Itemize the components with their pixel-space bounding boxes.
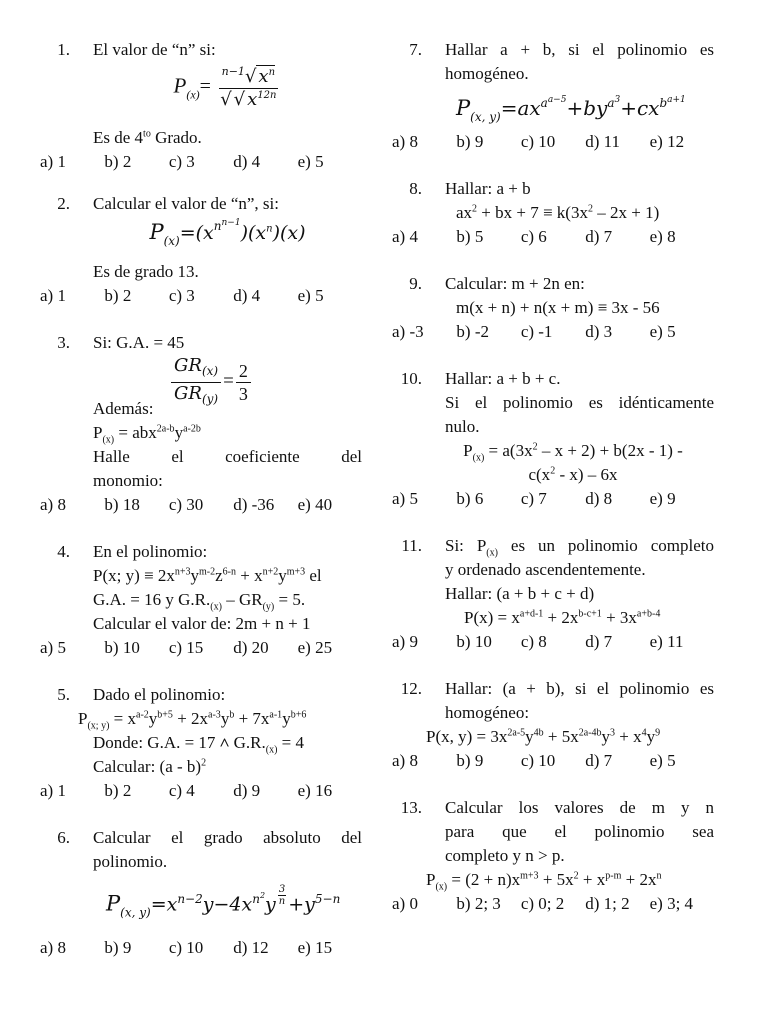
right-column	[392, 38, 714, 939]
answer-options	[40, 936, 362, 960]
option-b[interactable]: b) 6	[456, 489, 484, 508]
option-e[interactable]: e) 40	[297, 495, 333, 514]
statement-line: nulo.	[445, 417, 480, 436]
option-c[interactable]: c) 7	[520, 489, 547, 508]
problem-number: 13.	[400, 798, 422, 817]
problem-number: 3.	[57, 333, 70, 352]
option-d[interactable]: d) 8	[585, 489, 613, 508]
option-d[interactable]: d) 7	[585, 751, 613, 770]
problem-number: 1.	[57, 40, 70, 59]
option-e[interactable]: e) 5	[297, 152, 324, 171]
option-c[interactable]: c) 4	[168, 781, 195, 800]
problem-title: polinomio.	[93, 852, 168, 871]
formula-p3: $\frac{GR_{(x)}}{GR_{(y)}}$ = $\frac{2}{3}$	[93, 355, 362, 403]
option-e[interactable]: e) 5	[297, 286, 324, 305]
problem-4	[40, 540, 362, 660]
option-e[interactable]: e) 16	[297, 781, 333, 800]
option-c[interactable]: c) 8	[520, 632, 547, 651]
problem-number: 11.	[401, 536, 422, 555]
option-a[interactable]: a) 9	[392, 632, 418, 651]
problem-13	[392, 796, 714, 916]
problem-number: 10.	[400, 369, 422, 388]
option-e[interactable]: e) 11	[649, 632, 684, 651]
option-d[interactable]: d) 4	[233, 152, 261, 171]
answer-options	[392, 630, 714, 654]
problem-title: Calcular: m + 2n en:	[445, 274, 585, 293]
option-c[interactable]: c) 10	[520, 751, 556, 770]
polynomial: $P(x) = x^{a+d-1} + 2x^{b-c+1} + 3x^{a+b-4}$	[464, 608, 661, 627]
answer-options	[392, 130, 714, 154]
option-d[interactable]: d) 20	[233, 638, 269, 657]
option-a[interactable]: a) 5	[392, 489, 418, 508]
answer-options	[392, 320, 714, 344]
option-b[interactable]: b) 10	[456, 632, 492, 651]
option-b[interactable]: b) 2	[104, 152, 132, 171]
problem-title: homogéneo.	[445, 64, 529, 83]
option-a[interactable]: a) 1	[40, 152, 66, 171]
formula-p2: $P_{(x)}=(x^{n^{n-1}})(x^n)(x)$	[149, 218, 306, 248]
option-d[interactable]: d) 7	[585, 632, 613, 651]
option-a[interactable]: a) 8	[392, 751, 418, 770]
option-e[interactable]: e) 12	[649, 132, 685, 151]
option-e[interactable]: e) 25	[297, 638, 333, 657]
formula-p7: $P_{(x, y)}=ax^{a^{a-5}}+by^{a^3}+cx^{b^{a+1}}$	[456, 95, 686, 124]
problem-title: Hallar: a + b	[445, 179, 531, 198]
problem-number: 4.	[57, 542, 70, 561]
polynomial: $P_{(x)} = (2 + n)x^{m+3} + 5x^2 + x^{p-m} + 2x^n$	[426, 870, 662, 893]
problem-title: Calcular los valores de m y n	[445, 798, 714, 817]
statement-line: G.A. = 16 y $G.R._{(x)} - GR_{(y)} = 5$.	[93, 590, 306, 613]
statement-line: Donde: G.A. = 17 ˄ $G.R._{(x)} = 4$	[93, 733, 305, 756]
option-d[interactable]: d) -36	[233, 495, 275, 514]
formula-p1: $P_{(x)}=$ $\frac{^{n-1}√ x^n}{√ √ x^{12n}}$	[173, 65, 277, 110]
option-c[interactable]: c) 6	[520, 227, 547, 246]
problem-title: para que el polinomio sea	[445, 822, 714, 841]
answer-options	[392, 487, 714, 511]
formula-p6: $P_{(x, y)}=x^{n-2}y-4x^{n^2}y$ $^{\frac{3}{n}}$ $+y^{5-n}$	[106, 884, 341, 920]
problem-title: El valor de “n” si:	[93, 40, 216, 59]
option-a[interactable]: a) 8	[40, 495, 66, 514]
polynomial: $P_{(x)} = a(3x^2 - x + 2) + b(2x - 1)$ -	[463, 441, 683, 464]
option-b[interactable]: b) -2	[456, 322, 489, 341]
option-d[interactable]: d) 4	[233, 286, 261, 305]
problem-8	[392, 177, 714, 249]
problem-number: 2.	[57, 194, 70, 213]
problem-7	[392, 38, 714, 154]
grade-statement: Es de $4^{to}$ Grado.	[93, 128, 202, 147]
option-c[interactable]: c) 3	[168, 152, 195, 171]
problem-title: Si: $P_{(x)}$ es un polinomio completo	[445, 536, 714, 559]
option-c[interactable]: c) 10	[168, 938, 204, 957]
polynomial: P(x, $y) = 3x^{2a-5}y^{4b} + 5x^{2a-4b}y^3 + x^4y^9$	[426, 727, 661, 746]
polynomial: $c(x^2 - x) - 6x$	[528, 465, 618, 484]
identity: m(x + n) + n(x + m) ≡ 3x - 56	[456, 298, 660, 317]
answer-options	[40, 493, 362, 517]
option-c[interactable]: c) 15	[168, 638, 204, 657]
problem-9	[392, 272, 714, 344]
option-c[interactable]: c) 3	[168, 286, 195, 305]
option-b[interactable]: b) 2	[104, 781, 132, 800]
statement-line: Hallar: (a + b + c + d)	[445, 584, 595, 603]
statement-line: Calcular: (a - b)$^2$	[93, 757, 207, 776]
option-b[interactable]: b) 2	[104, 286, 132, 305]
option-a[interactable]: a) 8	[40, 938, 66, 957]
ademas-label: Además:	[93, 399, 154, 418]
problem-number: 9.	[409, 274, 422, 293]
problem-2	[40, 192, 362, 308]
option-c[interactable]: c) -1	[520, 322, 553, 341]
problem-number: 5.	[57, 685, 70, 704]
option-a[interactable]: a) 4	[392, 227, 418, 246]
statement-line: Calcular el valor de: 2m + n + 1	[93, 614, 311, 633]
problem-3	[40, 331, 362, 517]
option-b[interactable]: b) 9	[456, 132, 484, 151]
problem-title: Hallar: a + b + c.	[445, 369, 561, 388]
problem-title: Hallar: (a + b), si el polinomio es	[445, 679, 714, 698]
problem-title: Dado el polinomio:	[93, 685, 226, 704]
problem-title: Si: G.A. = 45	[93, 333, 185, 352]
option-b[interactable]: b) 18	[104, 495, 140, 514]
option-e[interactable]: e) 5	[649, 322, 676, 341]
problem-number: 8.	[409, 179, 422, 198]
answer-options	[392, 892, 714, 916]
option-a[interactable]: a) 0	[392, 894, 418, 913]
problem-title: homogéneo:	[445, 703, 530, 722]
problem-1	[40, 38, 362, 174]
problem-11	[392, 534, 714, 654]
option-d[interactable]: d) 1; 2	[585, 894, 630, 913]
option-b[interactable]: b) 9	[456, 751, 484, 770]
grade-statement: Es de grado 13.	[93, 262, 199, 281]
option-e[interactable]: e) 9	[649, 489, 676, 508]
option-b[interactable]: b) 9	[104, 938, 132, 957]
problem-12	[392, 677, 714, 773]
option-e[interactable]: e) 5	[649, 751, 676, 770]
answer-options	[40, 150, 362, 174]
problem-number: 12.	[400, 679, 422, 698]
option-d[interactable]: d) 12	[233, 938, 269, 957]
polynomial: $P_{(x; y)} = x^{a-2}y^{b+5} + 2x^{a-3}y^b + 7x^{a-1}y^{b+6}$	[78, 709, 307, 732]
option-b[interactable]: b) 5	[456, 227, 484, 246]
problem-number: 7.	[409, 40, 422, 59]
option-a[interactable]: a) -3	[392, 322, 424, 341]
answer-options	[40, 636, 362, 660]
problem-title: Calcular el valor de “n”, si:	[93, 194, 279, 213]
problem-6	[40, 826, 362, 960]
option-c[interactable]: c) 10	[520, 132, 556, 151]
answer-options	[392, 749, 714, 773]
problem-title: y ordenado ascendentemente.	[445, 560, 646, 579]
option-a[interactable]: a) 1	[40, 781, 66, 800]
problem-title: completo y n > p.	[445, 846, 565, 865]
option-a[interactable]: a) 1	[40, 286, 66, 305]
option-d[interactable]: d) 9	[233, 781, 261, 800]
answer-options	[392, 225, 714, 249]
option-b[interactable]: b) 2; 3	[456, 894, 501, 913]
left-column	[40, 38, 362, 983]
option-e[interactable]: e) 3; 4	[649, 894, 694, 913]
option-d[interactable]: d) 3	[585, 322, 613, 341]
problem-title: Calcular el grado absoluto del	[93, 828, 362, 847]
problem-10	[392, 367, 714, 511]
monomial: $P_{(x)} = abx^{2a-b}y^{a-2b}$	[93, 423, 201, 446]
option-e[interactable]: e) 8	[649, 227, 676, 246]
option-b[interactable]: b) 10	[104, 638, 140, 657]
option-a[interactable]: a) 5	[40, 638, 66, 657]
option-e[interactable]: e) 15	[297, 938, 333, 957]
option-c[interactable]: c) 0; 2	[520, 894, 565, 913]
answer-options	[40, 779, 362, 803]
answer-options	[40, 284, 362, 308]
option-d[interactable]: d) 11	[585, 132, 620, 151]
identity: $ax^2$ + bx + $7 \equiv k(3x^2 - 2x + 1)$	[456, 203, 660, 222]
statement-line: Si el polinomio es idénticamente	[445, 393, 714, 412]
option-a[interactable]: a) 8	[392, 132, 418, 151]
problem-title: En el polinomio:	[93, 542, 208, 561]
problem-5	[40, 683, 362, 803]
problem-number: 6.	[57, 828, 70, 847]
problem-title: Hallar a + b, si el polinomio es	[445, 40, 714, 59]
statement-line: monomio:	[93, 471, 163, 490]
polynomial: P(x; $y) \equiv 2x^{n+3}y^{m-2}z^{6-n} + x^{n+2}y^{m+3}$ el	[93, 566, 322, 585]
statement-line: Halle el coeficiente del	[93, 447, 362, 466]
option-d[interactable]: d) 7	[585, 227, 613, 246]
option-c[interactable]: c) 30	[168, 495, 204, 514]
